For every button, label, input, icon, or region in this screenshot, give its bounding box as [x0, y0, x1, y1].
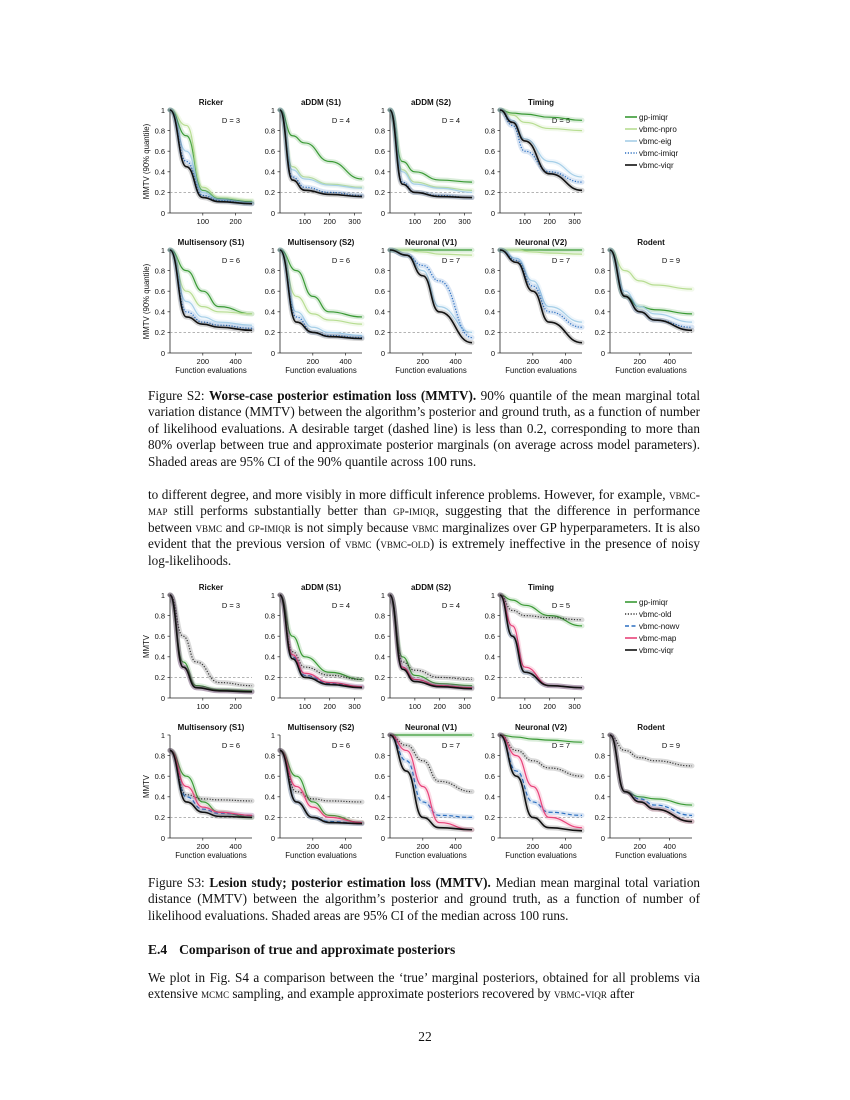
y-tick-label: 0.6: [374, 772, 385, 781]
y-tick-label: 0.2: [264, 813, 275, 823]
panel-title: Rodent: [637, 238, 665, 247]
y-tick-label: 0.4: [154, 167, 165, 177]
y-tick-label: 0.6: [264, 632, 275, 641]
panel-title: Timing: [527, 583, 555, 592]
method-name: vbmc-viqr: [553, 986, 607, 1002]
y-axis-label: MMTV: [142, 775, 151, 798]
y-tick-label: 0: [160, 693, 165, 703]
text-run: and: [222, 519, 249, 535]
text-run: sampling, and example approximate posteriors recovered by: [229, 986, 554, 1002]
chart-panel: [265, 583, 362, 711]
y-tick-label: 0.6: [154, 147, 165, 156]
x-tick-label: 400: [663, 357, 676, 366]
dimension-label: D = 6: [221, 741, 240, 750]
y-tick-label: 1: [270, 730, 275, 740]
method-name: gp-imiqr: [248, 519, 291, 535]
x-tick-label: 200: [543, 217, 556, 226]
x-axis-label: Function evaluations: [285, 851, 357, 860]
y-tick-label: 0: [490, 693, 495, 703]
y-tick-label: 0.6: [594, 287, 605, 296]
method-name: gp-imiqr: [393, 503, 436, 519]
y-tick-label: 0.6: [484, 772, 495, 781]
y-tick-label: 0.8: [154, 751, 165, 761]
chart-panel: [595, 238, 692, 375]
x-tick-label: 200: [229, 217, 242, 226]
panel-title: Rodent: [637, 723, 665, 732]
y-tick-label: 0: [490, 208, 495, 218]
y-tick-label: 0.2: [374, 813, 385, 823]
x-tick-label: 200: [196, 842, 210, 851]
y-tick-label: 1: [160, 730, 165, 740]
x-tick-label: 200: [633, 842, 647, 851]
y-tick-label: 1: [270, 245, 275, 255]
x-tick-label: 200: [543, 702, 556, 711]
x-tick-label: 200: [229, 702, 242, 711]
chart-panel: [155, 583, 252, 711]
y-tick-label: 0.4: [154, 792, 165, 802]
panel-title: Timing: [527, 98, 555, 107]
body-paragraph-1: [148, 487, 700, 569]
text-run: marginalizes over GP hyperparameters. It is also evident that the previous version of: [148, 519, 700, 552]
y-tick-label: 0: [160, 208, 165, 218]
chart-panel: [375, 583, 472, 711]
chart-panel: [485, 238, 582, 375]
panel-title: Neuronal (V1): [404, 723, 458, 732]
x-tick-label: 100: [408, 217, 422, 226]
chart-panel: [265, 238, 362, 375]
y-tick-label: 0.2: [594, 328, 605, 338]
y-tick-label: 0.2: [484, 188, 495, 198]
dimension-label: D = 7: [551, 741, 570, 750]
panel-title: aDDM (S2): [410, 583, 452, 592]
x-tick-label: 300: [348, 702, 361, 711]
method-name: vbmc: [195, 519, 223, 535]
y-tick-label: 0.4: [484, 652, 495, 662]
method-name: vbmc: [344, 536, 372, 552]
dimension-label: D = 7: [551, 256, 570, 265]
y-tick-label: 0.4: [264, 167, 275, 177]
legend-label: vbmc-old: [639, 609, 672, 619]
y-tick-label: 0.2: [374, 188, 385, 198]
y-tick-label: 1: [270, 105, 275, 115]
x-tick-label: 300: [348, 217, 361, 226]
x-axis-label: Function evaluations: [175, 851, 247, 860]
section-number: E.4: [148, 942, 168, 957]
y-tick-label: 0: [600, 833, 605, 843]
y-axis-label: MMTV (90% quantile): [142, 263, 151, 340]
chart-panel: [375, 238, 472, 375]
chart-panel: [155, 238, 252, 375]
x-tick-label: 100: [518, 217, 532, 226]
x-tick-label: 200: [323, 702, 336, 711]
dimension-label: D = 6: [331, 256, 350, 265]
y-tick-label: 0.8: [484, 611, 495, 621]
y-tick-label: 0.4: [264, 307, 275, 317]
legend-label: vbmc-imiqr: [639, 148, 679, 158]
text-run: We plot in Fig. S4 a comparison between the ‘true’ marginal posteriors, obtained for all problems via extensive: [148, 970, 700, 1002]
panel-title: Ricker: [198, 98, 224, 107]
x-tick-label: 300: [568, 217, 581, 226]
text-run: (: [371, 536, 381, 552]
dimension-label: D = 4: [441, 116, 460, 125]
chart-panel: [595, 723, 692, 860]
chart-panel: [375, 98, 472, 226]
y-tick-label: 0.8: [264, 751, 275, 761]
y-tick-label: 0.2: [154, 673, 165, 683]
panel-title: Neuronal (V1): [404, 238, 458, 247]
x-tick-label: 100: [196, 702, 210, 711]
y-tick-label: 1: [490, 730, 495, 740]
method-name: vbmc: [412, 519, 439, 535]
y-tick-label: 0.8: [264, 126, 275, 136]
y-tick-label: 0: [270, 348, 275, 358]
y-tick-label: 0.2: [484, 813, 495, 823]
x-axis-label: Function evaluations: [395, 366, 467, 375]
legend-label: gp-imiqr: [639, 597, 668, 607]
caption-text: 90% quantile of the mean marginal total variation distance (MMTV) between the algorithm’s posterior and ground truth, as a function of number of likelihood evaluations. A desirable target (dashed line) is less than 0.2, corresponding to more than 80% overlap between true and approximate posterior marginals (on average across model parameters). Shaded areas are 95% CI of the 90% quantile across 100 runs.: [148, 388, 700, 469]
y-tick-label: 0.4: [594, 307, 605, 317]
x-tick-label: 200: [306, 357, 320, 366]
y-tick-label: 1: [160, 590, 165, 600]
y-tick-label: 0: [380, 348, 385, 358]
body-paragraph-2: [148, 970, 700, 1003]
y-tick-label: 0.2: [264, 188, 275, 198]
text-run: after: [606, 986, 635, 1002]
y-tick-label: 0.6: [154, 632, 165, 641]
y-tick-label: 0: [270, 833, 275, 843]
y-tick-label: 0.8: [484, 266, 495, 276]
y-tick-label: 0.8: [154, 611, 165, 621]
legend: [625, 113, 678, 170]
y-tick-label: 0.8: [484, 751, 495, 761]
panel-title: Neuronal (V2): [514, 723, 568, 732]
panel-title: Multisensory (S2): [287, 723, 355, 732]
caption-label: Figure S3:: [148, 875, 205, 890]
y-tick-label: 0.8: [594, 266, 605, 276]
x-tick-label: 200: [433, 217, 446, 226]
y-tick-label: 0.2: [154, 328, 165, 338]
x-tick-label: 200: [196, 357, 210, 366]
y-tick-label: 0.6: [154, 772, 165, 781]
text-run: ) is extremely ineffective in the presence of noisy log-likelihoods.: [148, 536, 700, 568]
method-name: mcmc: [201, 986, 230, 1002]
dimension-label: D = 4: [331, 116, 350, 125]
x-tick-label: 400: [449, 842, 462, 851]
y-tick-label: 0.6: [374, 632, 385, 641]
y-tick-label: 0.2: [484, 328, 495, 338]
y-tick-label: 0.2: [154, 813, 165, 823]
y-tick-label: 0.2: [264, 328, 275, 338]
x-axis-label: Function evaluations: [285, 366, 357, 375]
caption-label: Figure S2:: [148, 388, 205, 403]
y-tick-label: 0.4: [484, 307, 495, 317]
chart-panel: [375, 723, 472, 860]
legend-label: vbmc-viqr: [639, 645, 674, 655]
panel-title: Multisensory (S2): [287, 238, 355, 247]
y-tick-label: 0.4: [154, 652, 165, 662]
section-heading: [148, 942, 455, 958]
chart-panel: [485, 723, 582, 860]
dimension-label: D = 3: [221, 601, 240, 610]
legend-label: vbmc-map: [639, 633, 677, 643]
y-tick-label: 0.6: [484, 287, 495, 296]
x-axis-label: Function evaluations: [395, 851, 467, 860]
chart-panel: [485, 98, 582, 226]
x-tick-label: 400: [339, 357, 352, 366]
y-tick-label: 0: [380, 833, 385, 843]
panel-title: Multisensory (S1): [177, 723, 245, 732]
legend-label: vbmc-nowv: [639, 621, 680, 631]
chart-panel: [265, 723, 362, 860]
y-tick-label: 0: [490, 833, 495, 843]
y-tick-label: 0.6: [484, 147, 495, 156]
y-tick-label: 0.4: [374, 652, 385, 662]
dimension-label: D = 3: [221, 116, 240, 125]
dimension-label: D = 7: [441, 741, 460, 750]
y-tick-label: 0.8: [484, 126, 495, 136]
y-tick-label: 0.6: [264, 287, 275, 296]
y-tick-label: 0.4: [374, 167, 385, 177]
y-tick-label: 0.2: [154, 188, 165, 198]
x-tick-label: 400: [339, 842, 352, 851]
y-tick-label: 0.4: [374, 792, 385, 802]
x-tick-label: 200: [526, 357, 540, 366]
y-tick-label: 0.2: [264, 673, 275, 683]
y-tick-label: 1: [160, 245, 165, 255]
y-tick-label: 0.8: [374, 266, 385, 276]
y-tick-label: 1: [270, 590, 275, 600]
caption-text: Median mean marginal total variation distance (MMTV) between the algorithm’s posterior and ground truth, as a function of number of likelihood evaluations. Shaded areas are 95% CI of the median across 100 runs.: [148, 875, 701, 923]
dimension-label: D = 6: [221, 256, 240, 265]
chart-panel: [155, 98, 252, 226]
y-tick-label: 0.2: [374, 328, 385, 338]
y-tick-label: 0.4: [154, 307, 165, 317]
x-tick-label: 100: [196, 217, 210, 226]
y-tick-label: 0.8: [264, 266, 275, 276]
y-tick-label: 0.6: [264, 147, 275, 156]
x-tick-label: 300: [458, 217, 471, 226]
x-tick-label: 400: [559, 842, 572, 851]
x-axis-label: Function evaluations: [505, 851, 577, 860]
panel-title: aDDM (S2): [410, 98, 452, 107]
x-tick-label: 400: [559, 357, 572, 366]
y-tick-label: 0: [380, 693, 385, 703]
method-name: vbmc-old: [380, 536, 430, 552]
method-name: vbmc-map: [148, 487, 700, 519]
y-tick-label: 0.6: [484, 632, 495, 641]
y-tick-label: 1: [600, 730, 605, 740]
panel-title: Neuronal (V2): [514, 238, 568, 247]
x-tick-label: 400: [229, 842, 242, 851]
x-tick-label: 100: [298, 702, 312, 711]
y-tick-label: 0.2: [484, 673, 495, 683]
x-tick-label: 100: [408, 702, 422, 711]
y-tick-label: 1: [380, 105, 385, 115]
text-run: , suggesting that the difference in performance between: [148, 503, 700, 535]
y-tick-label: 1: [490, 105, 495, 115]
figure-s3-plots: [140, 580, 710, 870]
x-tick-label: 200: [323, 217, 336, 226]
figure-s2-plots: [140, 95, 710, 385]
dimension-label: D = 4: [331, 601, 350, 610]
y-tick-label: 0.4: [594, 792, 605, 802]
x-tick-label: 200: [526, 842, 540, 851]
legend-label: gp-imiqr: [639, 112, 668, 122]
y-tick-label: 1: [160, 105, 165, 115]
text-run: is not simply because: [290, 519, 413, 535]
y-axis-label: MMTV (90% quantile): [142, 123, 151, 200]
y-tick-label: 1: [490, 590, 495, 600]
y-tick-label: 0.2: [594, 813, 605, 823]
y-tick-label: 0.8: [154, 126, 165, 136]
figure-s3-caption: [148, 875, 700, 924]
y-tick-label: 0.8: [264, 611, 275, 621]
dimension-label: D = 4: [441, 601, 460, 610]
y-tick-label: 0.4: [484, 792, 495, 802]
y-tick-label: 0: [380, 208, 385, 218]
y-tick-label: 0.6: [374, 147, 385, 156]
y-tick-label: 0.2: [374, 673, 385, 683]
y-tick-label: 0.6: [264, 772, 275, 781]
legend-label: vbmc-eig: [639, 136, 672, 146]
y-tick-label: 0.4: [264, 792, 275, 802]
x-tick-label: 200: [306, 842, 320, 851]
legend-label: vbmc-npro: [639, 124, 677, 134]
dimension-label: D = 9: [661, 741, 680, 750]
y-tick-label: 1: [380, 590, 385, 600]
panel-title: Ricker: [198, 583, 224, 592]
x-axis-label: Function evaluations: [615, 366, 687, 375]
y-tick-label: 0.8: [594, 751, 605, 761]
y-tick-label: 0: [160, 348, 165, 358]
y-tick-label: 1: [380, 730, 385, 740]
figure-s2-caption: [148, 388, 700, 470]
x-tick-label: 200: [633, 357, 647, 366]
legend: [625, 598, 679, 655]
chart-panel: [485, 583, 582, 711]
y-tick-label: 0: [270, 693, 275, 703]
chart-panel: [265, 98, 362, 226]
x-tick-label: 300: [458, 702, 471, 711]
x-axis-label: Function evaluations: [175, 366, 247, 375]
series-ci-band: [610, 735, 692, 766]
panel-title: Multisensory (S1): [177, 238, 245, 247]
x-axis-label: Function evaluations: [615, 851, 687, 860]
x-tick-label: 400: [449, 357, 462, 366]
y-tick-label: 0.8: [374, 611, 385, 621]
panel-title: aDDM (S1): [300, 583, 342, 592]
y-tick-label: 1: [380, 245, 385, 255]
panel-title: aDDM (S1): [300, 98, 342, 107]
y-tick-label: 0.8: [154, 266, 165, 276]
x-tick-label: 200: [416, 842, 430, 851]
y-axis-label: MMTV: [142, 635, 151, 658]
dimension-label: D = 9: [661, 256, 680, 265]
y-tick-label: 1: [490, 245, 495, 255]
y-tick-label: 0.4: [374, 307, 385, 317]
x-tick-label: 400: [229, 357, 242, 366]
y-tick-label: 0.6: [374, 287, 385, 296]
page-number: 22: [418, 1029, 432, 1044]
caption-title: Lesion study; posterior estimation loss (MMTV).: [209, 875, 491, 890]
dimension-label: D = 6: [331, 741, 350, 750]
y-tick-label: 0.6: [154, 287, 165, 296]
y-tick-label: 0.8: [374, 126, 385, 136]
dimension-label: D = 7: [441, 256, 460, 265]
chart-panel: [155, 723, 252, 860]
y-tick-label: 0.4: [484, 167, 495, 177]
text-run: to different degree, and more visibly in more difficult inference problems. However, for example,: [148, 487, 670, 502]
text-run: still performs substantially better than: [167, 503, 394, 519]
section-title: Comparison of true and approximate posteriors: [179, 942, 456, 957]
y-tick-label: 0: [600, 348, 605, 358]
y-tick-label: 1: [600, 245, 605, 255]
x-tick-label: 300: [568, 702, 581, 711]
y-tick-label: 0: [270, 208, 275, 218]
x-tick-label: 100: [518, 702, 532, 711]
dimension-label: D = 5: [551, 116, 570, 125]
dimension-label: D = 5: [551, 601, 570, 610]
x-tick-label: 200: [433, 702, 446, 711]
x-tick-label: 100: [298, 217, 312, 226]
x-tick-label: 400: [663, 842, 676, 851]
y-tick-label: 0.4: [264, 652, 275, 662]
y-tick-label: 0.6: [594, 772, 605, 781]
legend-label: vbmc-viqr: [639, 160, 674, 170]
y-tick-label: 0: [160, 833, 165, 843]
x-axis-label: Function evaluations: [505, 366, 577, 375]
y-tick-label: 0: [490, 348, 495, 358]
y-tick-label: 0.8: [374, 751, 385, 761]
caption-title: Worse-case posterior estimation loss (MMTV).: [209, 388, 477, 403]
x-tick-label: 200: [416, 357, 430, 366]
